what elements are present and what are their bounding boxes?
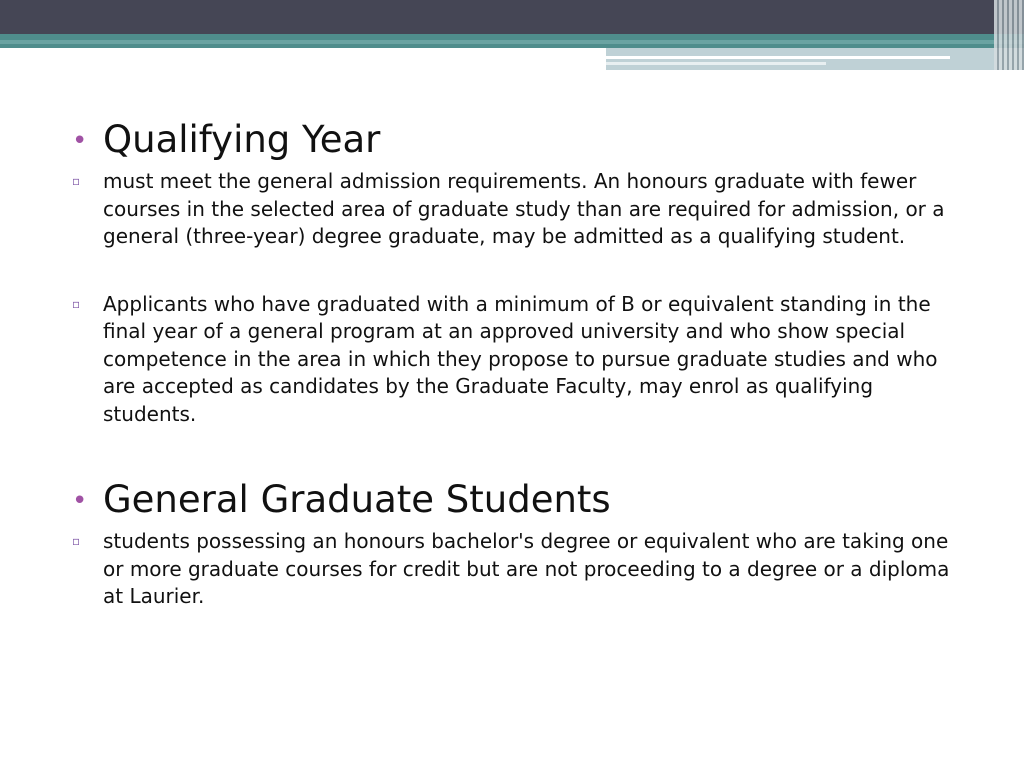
bullet-heading-general-graduate-students xyxy=(70,478,970,522)
heading-text: General Graduate Students xyxy=(103,478,611,521)
square-bullet-icon: ▫ xyxy=(72,174,81,188)
spacer xyxy=(70,251,970,285)
bullet-dot-icon: • xyxy=(72,486,88,516)
bullet-heading-qualifying-year xyxy=(70,118,970,162)
sub-bullet-text: Applicants who have graduated with a minimum of B or equivalent standing in the final year of a general program at an approved university and who show special competence in the area in which they propose to pursue graduate studies and who are accepted as candidates by the Graduate Faculty, may enrol as qualifying students. xyxy=(103,291,938,426)
heading-text: Qualifying Year xyxy=(103,118,381,161)
slide-body xyxy=(70,118,970,611)
sub-bullet-text: students possessing an honours bachelor's degree or equivalent who are taking one or more graduate courses for credit but are not proceeding to a degree or a diploma at Laurier. xyxy=(103,529,950,608)
header-teal-highlight xyxy=(0,40,1024,44)
header-dark-band xyxy=(0,0,1024,34)
spacer xyxy=(70,428,970,478)
header-accent-line xyxy=(606,56,950,59)
sub-bullet-item xyxy=(70,528,970,611)
header-white-cut xyxy=(0,48,606,54)
sub-bullet-item xyxy=(70,291,970,429)
sub-bullet-text: must meet the general admission requirements. An honours graduate with fewer courses in the selected area of graduate study than are required for admission, or a general (three-year) degree graduate, may be admitted as a qualifying student. xyxy=(103,169,945,248)
square-bullet-icon: ▫ xyxy=(72,534,81,548)
header-stripes xyxy=(994,0,1024,70)
square-bullet-icon: ▫ xyxy=(72,296,81,311)
header-accent-line xyxy=(606,62,826,65)
sub-bullet-item xyxy=(70,168,970,251)
bullet-dot-icon: • xyxy=(72,126,88,156)
header-light-band xyxy=(606,48,1024,70)
